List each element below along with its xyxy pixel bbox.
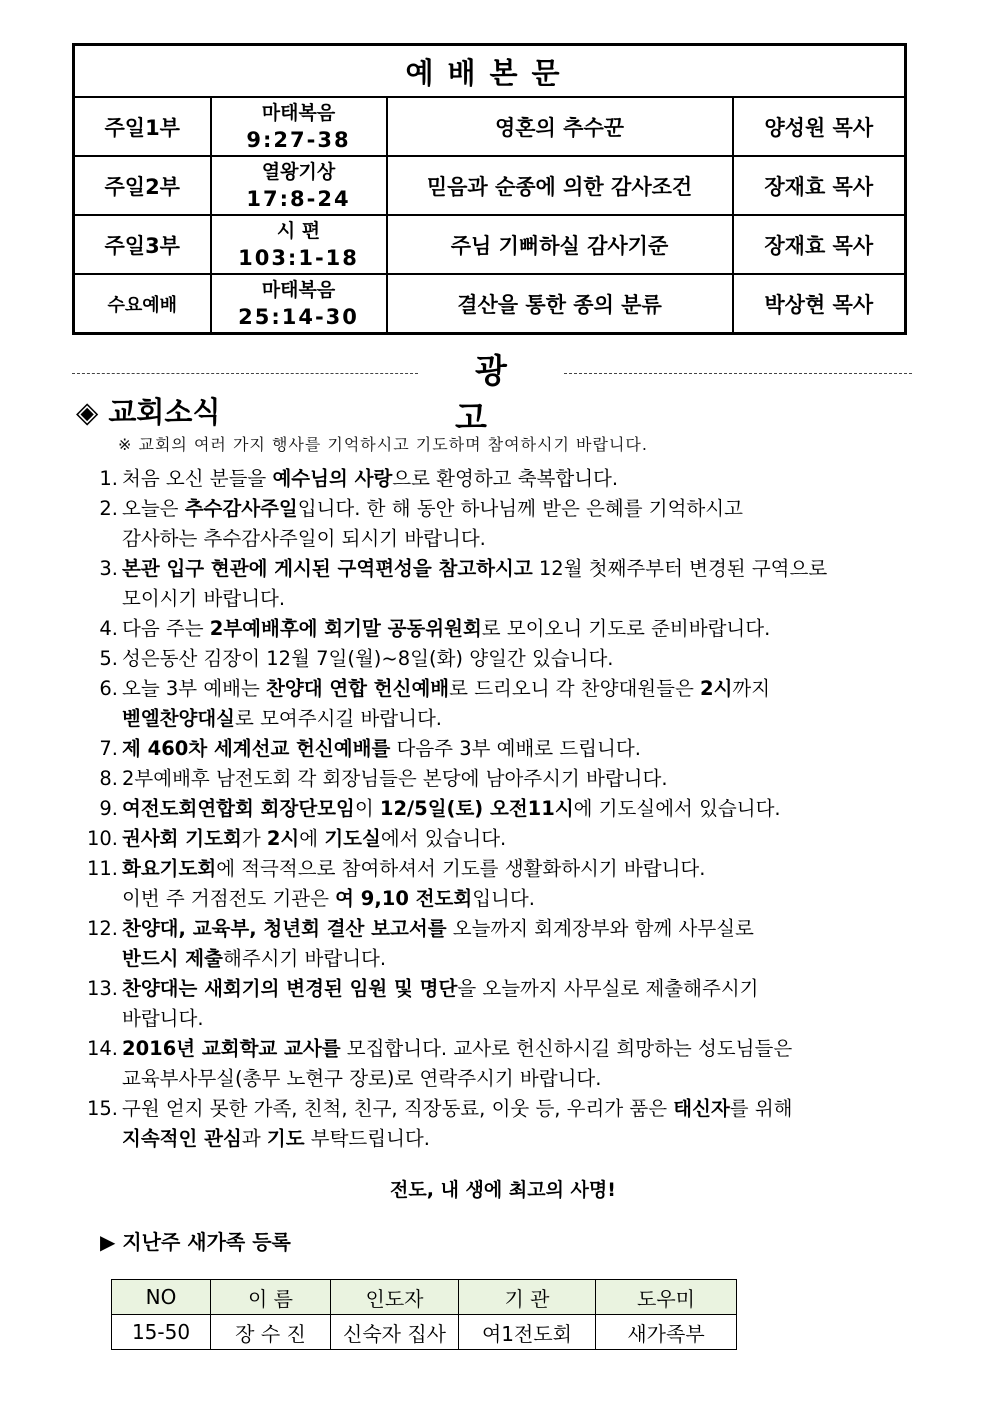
emphasis-text: 2시 [700,677,733,700]
emphasis-text: 태신자 [673,1097,730,1120]
dashed-divider [564,373,912,374]
news-item [72,974,932,1034]
sermon-topic: 믿음과 순종에 의한 감사조건 [387,156,733,215]
motto: 전도, 내 생에 최고의 사명! [390,1179,616,1201]
service-name: 주일2부 [74,156,211,215]
plain-text: 오늘 3부 예배는 [122,677,267,700]
plain-text: 처음 오신 분들을 [122,467,273,490]
scripture-passage [211,97,387,156]
news-item-text [122,674,932,734]
news-item-number: 15. [86,1097,118,1120]
plain-text: 로 모이오니 기도로 준비바랍니다. [481,617,771,640]
plain-text: 까지 [732,677,771,700]
news-item [72,494,932,554]
emphasis-text: 권사회 기도회 [122,827,242,850]
emphasis-text: 벧엘찬양대실 [122,707,236,730]
news-item-number: 12. [86,917,118,940]
news-item [72,1034,932,1094]
news-item-number: 11. [86,857,118,880]
news-item [72,794,932,824]
plain-text: 를 위해 [729,1097,793,1120]
news-item-number: 13. [86,977,118,1000]
plain-text: 모이시기 바랍니다. [122,587,286,610]
news-item-number: 10. [86,827,118,850]
table-cell: 신숙자 집사 [331,1315,459,1350]
table-header-row [112,1280,737,1315]
scripture-ref: 103:1-18 [238,245,359,270]
scripture-passage [211,274,387,334]
news-item [72,554,932,614]
preacher: 장재효 목사 [733,215,906,274]
plain-text: 에 적극적으로 참여하셔서 기도를 생활화하시기 바랍니다. [216,857,706,880]
news-item-text [122,644,932,674]
emphasis-text: 찬양대는 새회기의 변경된 임원 및 명단 [122,977,458,1000]
table-row [112,1315,737,1350]
plain-text: 입니다. 한 해 동안 하나님께 받은 은혜를 기억하시고 [297,497,743,520]
scripture-passage [211,215,387,274]
sermon-table-title: 예배본문 [74,45,906,98]
plain-text: 2부예배후 남전도회 각 회장님들은 본당에 남아주시기 바랍니다. [122,767,668,790]
news-item-number: 5. [99,647,118,670]
service-name: 주일1부 [74,97,211,156]
news-item [72,764,932,794]
service-name: 수요예배 [74,274,211,334]
plain-text: 바랍니다. [122,1007,204,1030]
news-item-text [122,1094,932,1154]
sermon-row [74,274,906,334]
plain-text: 다음 주는 [122,617,210,640]
plain-text: 에서 있습니다. [380,827,507,850]
new-family-table [111,1279,737,1350]
news-item-text [122,764,932,794]
sermon-row [74,215,906,274]
sermon-topic: 주님 기뻐하실 감사기준 [387,215,733,274]
plain-text: 가 [241,827,267,850]
emphasis-text: 12/5일(토) 오전11시 [379,797,574,820]
news-item [72,674,932,734]
emphasis-text: 추수감사주일 [184,497,298,520]
news-item-text [122,974,932,1034]
column-header: 이 름 [211,1280,331,1315]
news-item-number: 2. [99,497,118,520]
plain-text: 로 모여주시길 바랍니다. [235,707,442,730]
emphasis-text: 여 9,10 전도회 [335,887,473,910]
table-cell: 15-50 [112,1315,211,1350]
news-item-text [122,914,932,974]
table-cell: 여1전도회 [459,1315,596,1350]
plain-text: 과 [241,1127,267,1150]
scripture-ref: 25:14-30 [238,304,359,329]
news-item-text [122,734,932,764]
news-item-text [122,494,932,554]
plain-text: 로 드리오니 각 찬양대원들은 [449,677,700,700]
column-header: 도우미 [596,1280,737,1315]
news-item-text [122,1034,932,1094]
emphasis-text: 지속적인 관심 [122,1127,242,1150]
plain-text: 구원 얻지 못한 가족, 친척, 친구, 직장동료, 이웃 등, 우리가 품은 [122,1097,674,1120]
emphasis-text: 반드시 제출 [122,947,223,970]
preacher: 장재효 목사 [733,156,906,215]
news-item-text [122,794,932,824]
sermon-row [74,156,906,215]
plain-text: 오늘은 [122,497,185,520]
column-header: NO [112,1280,211,1315]
emphasis-text: 예수님의 사랑 [272,467,393,490]
sermon-topic: 결산을 통한 종의 분류 [387,274,733,334]
preacher: 양성원 목사 [733,97,906,156]
emphasis-text: 기도 [266,1127,305,1150]
plain-text: 성은동산 김장이 12월 7일(월)~8일(화) 양일간 있습니다. [122,647,614,670]
news-item-text [122,614,932,644]
news-item-number: 14. [86,1037,118,1060]
table-cell: 장 수 진 [211,1315,331,1350]
news-item [72,854,932,914]
plain-text: 감사하는 추수감사주일이 되시기 바랍니다. [122,527,486,550]
church-news-list [72,464,932,1154]
news-item-number: 9. [99,797,118,820]
news-item-number: 7. [99,737,118,760]
plain-text: 다음주 3부 예배로 드립니다. [390,737,641,760]
plain-text: 오늘까지 회계장부와 함께 사무실로 [446,917,754,940]
column-header: 인도자 [331,1280,459,1315]
scripture-ref: 17:8-24 [246,186,351,211]
plain-text: 모집합니다. 교사로 헌신하시길 희망하는 성도님들은 [340,1037,793,1060]
plain-text: 해주시기 바랍니다. [222,947,387,970]
plain-text: 으로 환영하고 축복합니다. [392,467,619,490]
news-item-number: 6. [99,677,118,700]
emphasis-text: 여전도회연합회 회장단모임 [122,797,355,820]
sermon-row [74,97,906,156]
news-item [72,464,932,494]
emphasis-text: 2시 [266,827,300,850]
plain-text: 을 오늘까지 사무실로 제출해주시기 [457,977,759,1000]
emphasis-text: 2016년 교회학교 교사를 [122,1037,341,1060]
news-item [72,644,932,674]
news-item-text [122,464,932,494]
sermon-topic: 영혼의 추수꾼 [387,97,733,156]
plain-text: 교육부사무실(총무 노현구 장로)로 연락주시기 바랍니다. [122,1067,602,1090]
announcements-title: 광고 [455,351,547,437]
emphasis-text: 찬양대, 교육부, 청년회 결산 보고서를 [122,917,447,940]
plain-text: 부탁드립니다. [304,1127,430,1150]
preacher: 박상현 목사 [733,274,906,334]
plain-text: 에 [299,827,325,850]
plain-text: 12월 첫째주부터 변경된 구역으로 [532,557,828,580]
dashed-divider [72,373,418,374]
plain-text: 이 [354,797,380,820]
news-item-number: 1. [99,467,118,490]
emphasis-text: 기도실 [324,827,381,850]
scripture-passage [211,156,387,215]
news-item [72,614,932,644]
plain-text: 이번 주 거점전도 기관은 [122,887,336,910]
news-item-number: 8. [99,767,118,790]
church-news-note: ※ 교회의 여러 가지 행사를 기억하시고 기도하며 참여하시기 바랍니다. [118,435,648,454]
plain-text: 입니다. [472,887,535,910]
table-cell: 새가족부 [596,1315,737,1350]
emphasis-text: 찬양대 연합 헌신예배 [266,677,450,700]
emphasis-text: 2부예배후에 회기말 공동위원회 [209,617,482,640]
scripture-book: 열왕기상 [261,160,336,183]
service-name: 주일3부 [74,215,211,274]
scripture-ref: 9:27-38 [246,127,351,152]
news-item-text [122,554,932,614]
emphasis-text: 화요기도회 [122,857,217,880]
news-item-number: 3. [99,557,118,580]
news-item [72,1094,932,1154]
emphasis-text: 본관 입구 현관에 게시된 구역편성을 참고하시고 [122,557,533,580]
scripture-book: 마태복음 [261,278,336,301]
church-news-title: ◈ 교회소식 [76,395,221,429]
news-item [72,914,932,974]
new-family-label: ▶ 지난주 새가족 등록 [100,1230,291,1254]
news-item [72,734,932,764]
plain-text: 에 기도실에서 있습니다. [573,797,781,820]
emphasis-text: 제 460차 세계선교 헌신예배를 [122,737,391,760]
news-item-text [122,854,932,914]
news-item [72,824,932,854]
column-header: 기 관 [459,1280,596,1315]
news-item-number: 4. [99,617,118,640]
news-item-text [122,824,932,854]
scripture-book: 시 편 [276,219,321,242]
scripture-book: 마태복음 [261,101,336,124]
sermon-table [72,43,907,335]
